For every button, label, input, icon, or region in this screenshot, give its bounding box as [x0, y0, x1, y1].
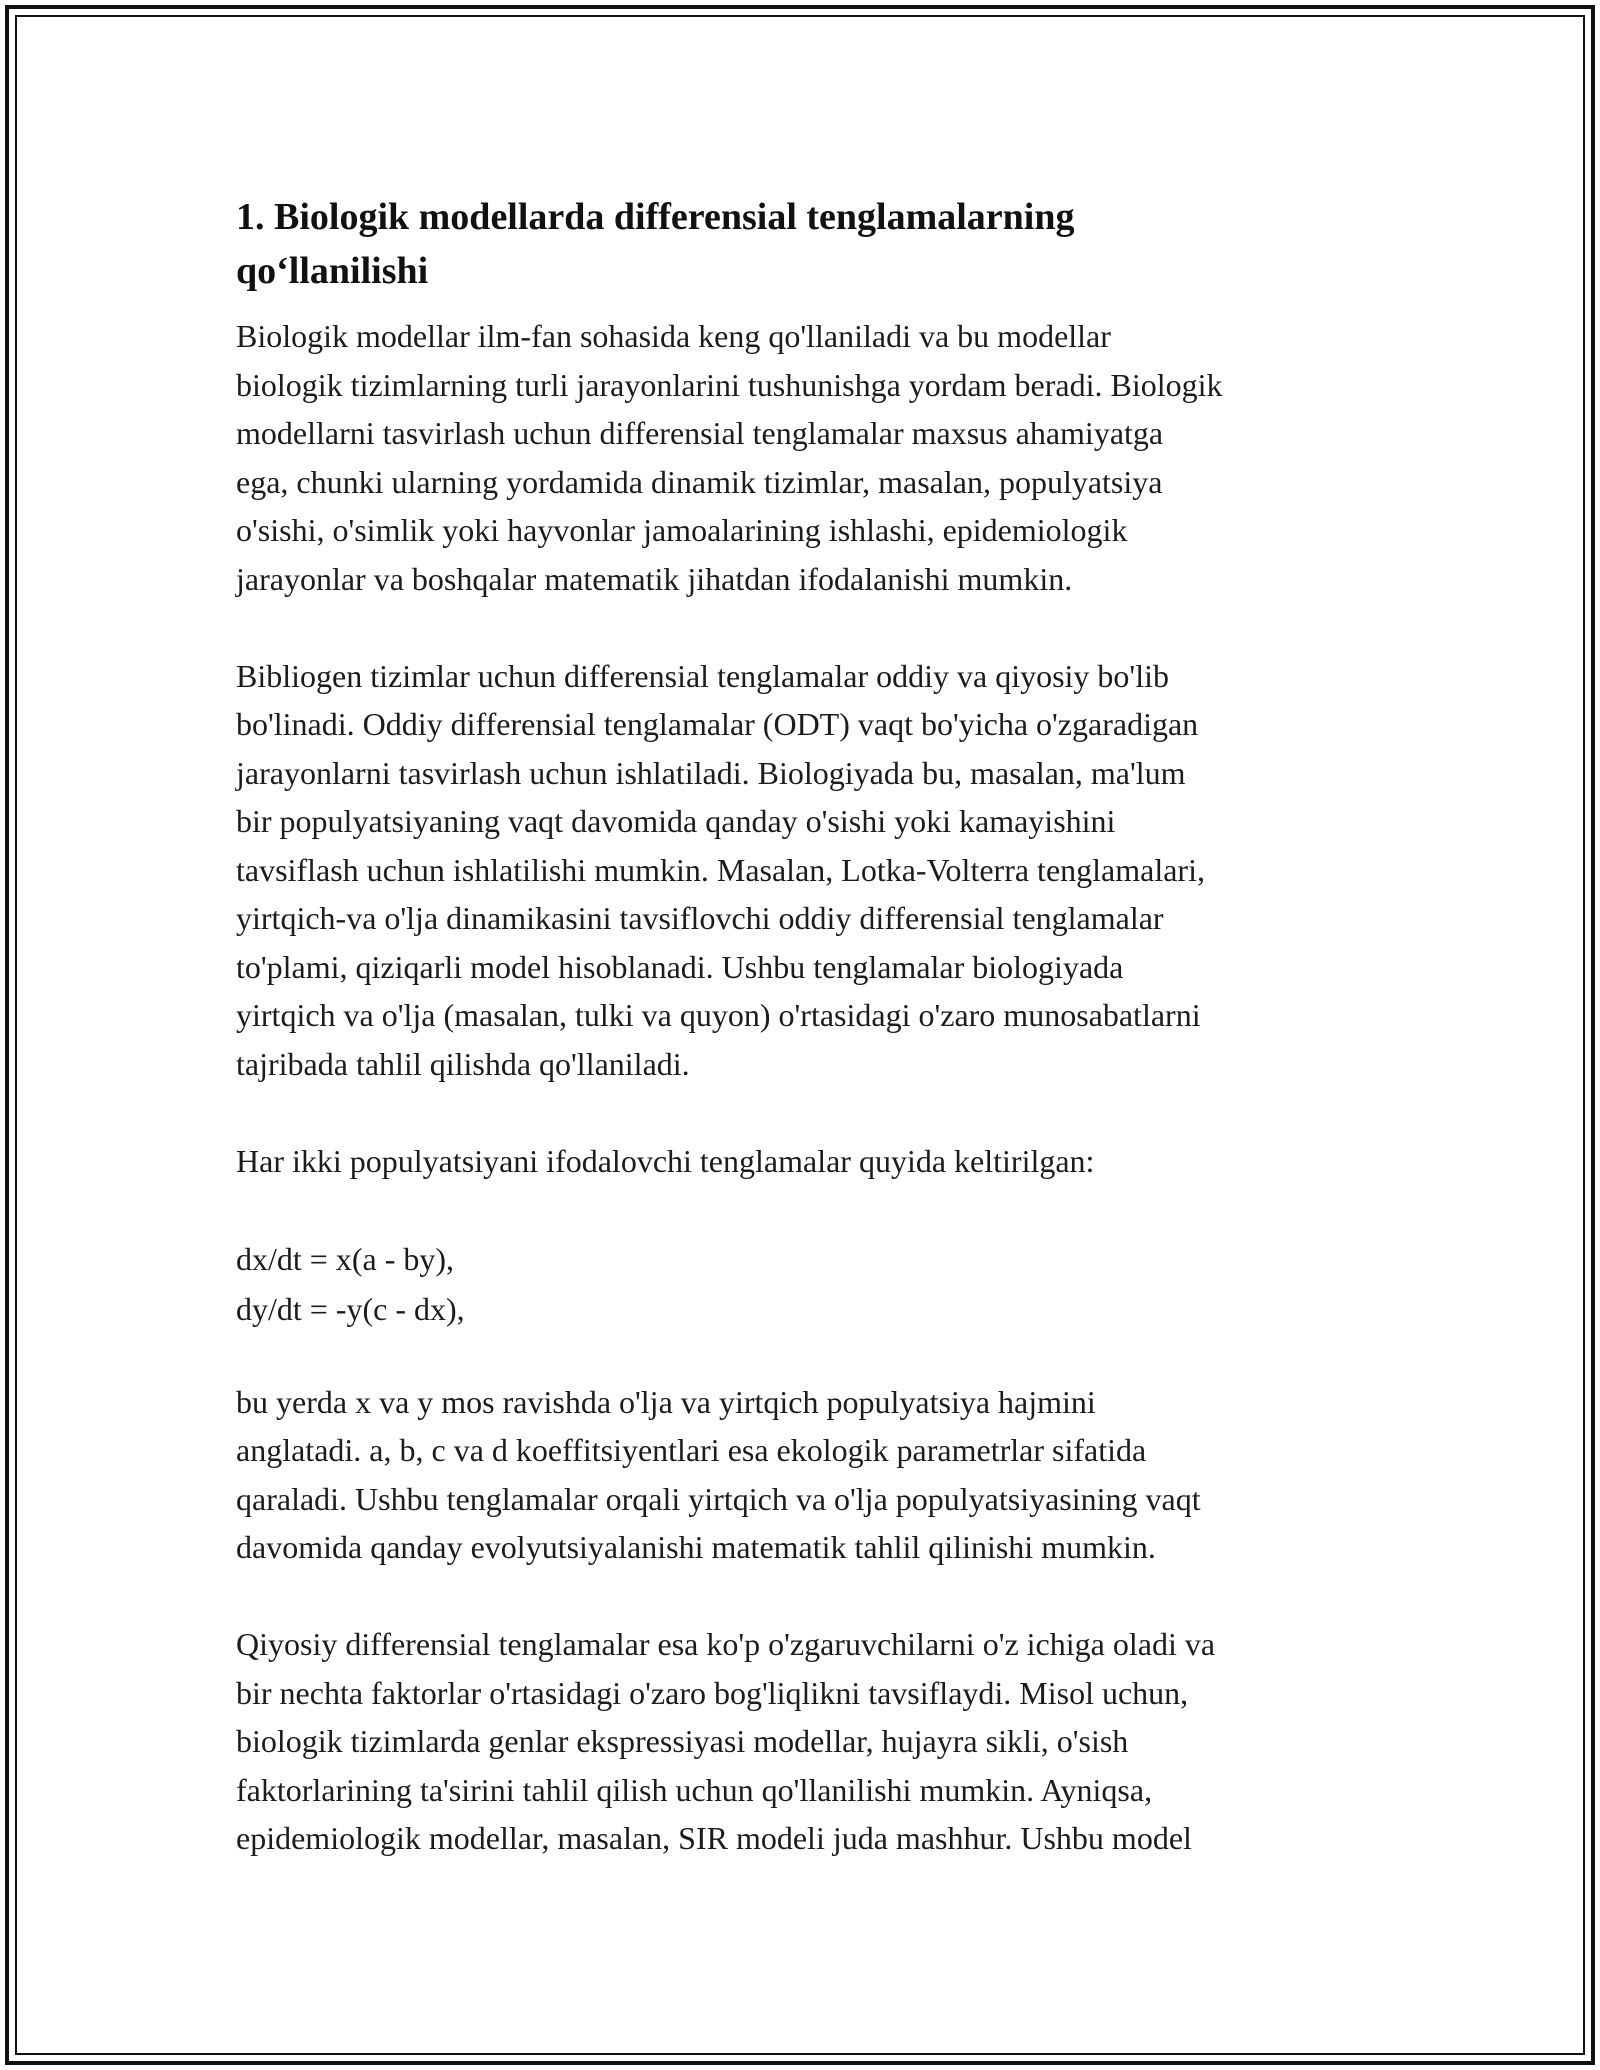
text-line: o'sishi, o'simlik yoki hayvonlar jamoalarining ishlashi, epidemiologik: [236, 512, 1128, 548]
text-line: ega, chunki ularning yordamida dinamik tizimlar, masalan, populyatsiya: [236, 463, 1163, 500]
text-line: bir nechta faktorlar o'rtasidagi o'zaro bog'liqlikni tavsiflaydi. Misol uchun,: [236, 1674, 1189, 1711]
text-line: bir populyatsiyaning vaqt davomida qanday o'sishi yoki kamayishini: [236, 803, 1116, 839]
text-line: Har ikki populyatsiyani ifodalovchi tenglamalar quyida keltirilgan:: [236, 1142, 1095, 1179]
text-line: Biologik modellar ilm-fan sohasida keng qo'llaniladi va bu modellar: [236, 318, 1111, 354]
section-heading: [236, 190, 1376, 298]
text-line: tavsiflash uchun ishlatilishi mumkin. Masalan, Lotka-Volterra tenglamalari,: [236, 851, 1205, 888]
paragraph-pde: [236, 1620, 1376, 1863]
text-line: Qiyosiy differensial tenglamalar esa ko'p o'zgaruvchilarni o'z ichiga oladi va: [236, 1626, 1216, 1662]
equation-block: [236, 1234, 1376, 1334]
paragraph-equations-intro: [236, 1137, 1376, 1186]
text-line: tajribada tahlil qilishda qo'llaniladi.: [236, 1045, 690, 1082]
text-line: bu yerda x va y mos ravishda o'lja va yirtqich populyatsiya hajmini: [236, 1383, 1096, 1420]
paragraph-ode: [236, 652, 1376, 1089]
paragraph-variables: [236, 1378, 1376, 1572]
text-line: biologik tizimlarda genlar ekspressiyasi modellar, hujayra sikli, o'sish: [236, 1723, 1129, 1759]
text-line: modellarni tasvirlash uchun differensial tenglamalar maxsus ahamiyatga: [236, 415, 1164, 451]
document-content: [236, 190, 1376, 1911]
text-line: bo'linadi. Oddiy differensial tenglamalar (ODT) vaqt bo'yicha o'zgaradigan: [236, 706, 1199, 742]
text-line: yirtqich va o'lja (masalan, tulki va quyon) o'rtasidagi o'zaro munosabatlarni: [236, 997, 1201, 1033]
equation-line: dy/dt = -y(c - dx),: [236, 1290, 465, 1327]
equation-line: dx/dt = x(a - by),: [236, 1240, 454, 1277]
text-line: davomida qanday evolyutsiyalanishi matematik tahlil qilinishi mumkin.: [236, 1529, 1156, 1565]
text-line: jarayonlar va boshqalar matematik jihatdan ifodalanishi mumkin.: [236, 560, 1073, 597]
text-line: jarayonlarni tasvirlash uchun ishlatiladi. Biologiyada bu, masalan, ma'lum: [236, 754, 1186, 791]
text-line: qaraladi. Ushbu tenglamalar orqali yirtqich va o'lja populyatsiyasining vaqt: [236, 1480, 1201, 1517]
text-line: faktorlarining ta'sirini tahlil qilish uchun qo'llanilishi mumkin. Ayniqsa,: [236, 1771, 1153, 1808]
heading-line: qo‘llanilishi: [236, 250, 429, 292]
text-line: anglatadi. a, b, c va d koeffitsiyentlari esa ekologik parametrlar sifatida: [236, 1432, 1147, 1468]
paragraph-intro: [236, 312, 1376, 603]
text-line: biologik tizimlarning turli jarayonlarini tushunishga yordam beradi. Biologik: [236, 366, 1223, 403]
text-line: Bibliogen tizimlar uchun differensial tenglamalar oddiy va qiyosiy bo'lib: [236, 657, 1169, 694]
text-line: yirtqich-va o'lja dinamikasini tavsiflovchi oddiy differensial tenglamalar: [236, 900, 1164, 936]
heading-line: 1. Biologik modellarda differensial tenglamalarning: [236, 196, 1075, 238]
text-line: to'plami, qiziqarli model hisoblanadi. Ushbu tenglamalar biologiyada: [236, 948, 1124, 985]
text-line: epidemiologik modellar, masalan, SIR modeli juda mashhur. Ushbu model: [236, 1820, 1192, 1856]
